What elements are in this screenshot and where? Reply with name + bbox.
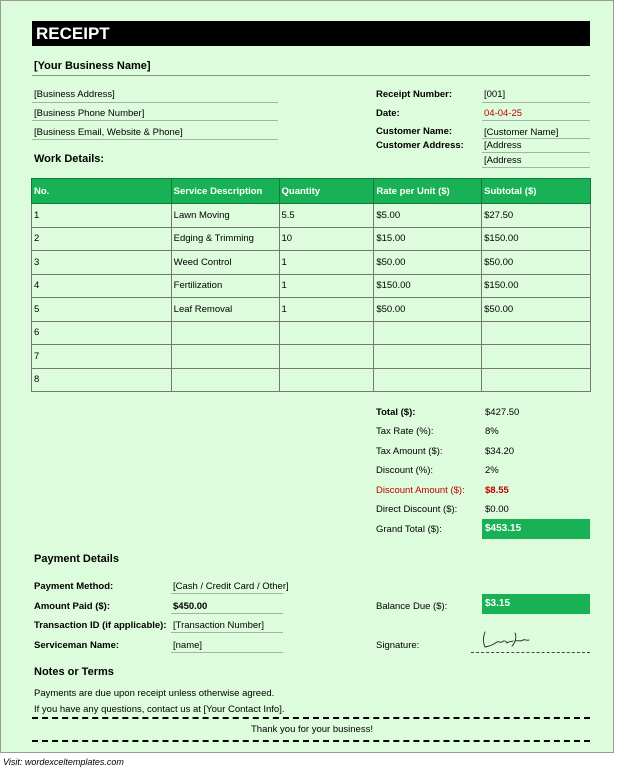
serviceman-name-value: [name] (173, 640, 203, 651)
amount-paid-value: $450.00 (173, 601, 208, 612)
tax-rate-value: 8% (485, 426, 499, 437)
cell-no: 3 (32, 251, 172, 275)
table-row (32, 298, 591, 322)
col-header-no: No. (32, 179, 172, 204)
divider (171, 652, 283, 653)
cell-quantity (279, 368, 374, 392)
cell-subtotal (482, 368, 591, 392)
cell-quantity (279, 345, 374, 369)
cell-subtotal: $150.00 (482, 274, 591, 298)
date-label: Date: (376, 108, 400, 119)
col-header-quantity: Quantity (279, 179, 374, 204)
cell-quantity: 1 (279, 298, 374, 322)
cell-subtotal (482, 345, 591, 369)
customer-address-line2: [Address (484, 155, 522, 166)
payment-method-label: Payment Method: (34, 581, 114, 592)
cell-no: 2 (32, 227, 172, 251)
divider (32, 139, 278, 140)
discount-amount-value: $8.55 (485, 485, 509, 496)
cell-no: 5 (32, 298, 172, 322)
customer-address-line1: [Address (484, 140, 522, 151)
divider (32, 120, 278, 121)
cell-subtotal: $50.00 (482, 251, 591, 275)
cell-description (171, 345, 279, 369)
discount-amount-label: Discount Amount ($): (376, 485, 465, 496)
transaction-id-value: [Transaction Number] (173, 620, 264, 631)
notes-line-1: Payments are due upon receipt unless otherwise agreed. (34, 688, 275, 699)
cell-quantity: 5.5 (279, 204, 374, 228)
business-email: [Business Email, Website & Phone] (34, 127, 183, 138)
cell-rate (374, 345, 482, 369)
cell-rate: $15.00 (374, 227, 482, 251)
col-header-subtotal: Subtotal ($) (482, 179, 591, 204)
notes-heading: Notes or Terms (34, 666, 114, 678)
tax-rate-label: Tax Rate (%): (376, 426, 434, 437)
direct-discount-value: $0.00 (485, 504, 509, 515)
divider (171, 632, 283, 633)
table-header-row (32, 179, 591, 204)
balance-due-value: $3.15 (482, 594, 590, 614)
business-name: [Your Business Name] (34, 60, 151, 72)
grand-total-label: Grand Total ($): (376, 524, 442, 535)
cell-description (171, 368, 279, 392)
total-value: $427.50 (485, 407, 520, 418)
divider (32, 75, 590, 76)
cell-no: 1 (32, 204, 172, 228)
work-details-heading: Work Details: (34, 153, 105, 165)
customer-name-value: [Customer Name] (484, 127, 559, 138)
divider (32, 740, 590, 742)
cell-no: 8 (32, 368, 172, 392)
tax-amount-value: $34.20 (485, 446, 515, 457)
serviceman-name-label: Serviceman Name: (34, 640, 120, 651)
tax-amount-label: Tax Amount ($): (376, 446, 443, 457)
signature-line (471, 652, 590, 653)
cell-description: Weed Control (171, 251, 279, 275)
divider (171, 593, 283, 594)
receipt-number-value: [001] (484, 89, 506, 100)
divider (482, 120, 590, 121)
amount-paid-label: Amount Paid ($): (34, 601, 110, 612)
cell-rate (374, 321, 482, 345)
business-address: [Business Address] (34, 89, 115, 100)
cell-subtotal: $150.00 (482, 227, 591, 251)
cell-description: Lawn Moving (171, 204, 279, 228)
table-row (32, 204, 591, 228)
cell-no: 6 (32, 321, 172, 345)
customer-name-label: Customer Name: (376, 126, 453, 137)
col-header-description: Service Description (171, 179, 279, 204)
business-phone: [Business Phone Number] (34, 108, 145, 119)
cell-quantity: 1 (279, 274, 374, 298)
divider (482, 152, 590, 153)
cell-quantity (279, 321, 374, 345)
divider (482, 102, 590, 103)
receipt-number-label: Receipt Number: (376, 89, 453, 100)
thanks-message: Thank you for your business! (251, 724, 373, 735)
grand-total-value: $453.15 (482, 519, 590, 539)
cell-description: Edging & Trimming (171, 227, 279, 251)
cell-description (171, 321, 279, 345)
work-details-table (31, 178, 591, 392)
cell-quantity: 1 (279, 251, 374, 275)
notes-line-2: If you have any questions, contact us at [Your Contact Info]. (34, 704, 285, 715)
signature-label: Signature: (376, 640, 420, 651)
cell-subtotal: $50.00 (482, 298, 591, 322)
balance-due-label: Balance Due ($): (376, 601, 448, 612)
transaction-id-label: Transaction ID (if applicable): (34, 620, 167, 631)
divider (171, 613, 283, 614)
customer-address-label: Customer Address: (376, 140, 464, 151)
discount-value: 2% (485, 465, 499, 476)
divider (32, 102, 278, 103)
receipt-title: RECEIPT (32, 21, 590, 46)
cell-subtotal (482, 321, 591, 345)
cell-rate: $5.00 (374, 204, 482, 228)
cell-no: 4 (32, 274, 172, 298)
date-value: 04-04-25 (484, 108, 523, 119)
cell-quantity: 10 (279, 227, 374, 251)
cell-rate: $50.00 (374, 251, 482, 275)
payment-method-value: [Cash / Credit Card / Other] (173, 581, 289, 592)
table-row (32, 274, 591, 298)
cell-subtotal: $27.50 (482, 204, 591, 228)
table-row (32, 321, 591, 345)
signature-image (479, 629, 539, 651)
table-row (32, 251, 591, 275)
total-label: Total ($): (376, 407, 416, 418)
footer-link[interactable]: Visit: wordexceltemplates.com (3, 757, 124, 767)
payment-details-heading: Payment Details (34, 553, 119, 565)
divider (482, 138, 590, 139)
divider (32, 717, 590, 719)
cell-no: 7 (32, 345, 172, 369)
cell-rate: $50.00 (374, 298, 482, 322)
cell-rate: $150.00 (374, 274, 482, 298)
discount-label: Discount (%): (376, 465, 434, 476)
cell-description: Leaf Removal (171, 298, 279, 322)
cell-rate (374, 368, 482, 392)
table-row (32, 368, 591, 392)
direct-discount-label: Direct Discount ($): (376, 504, 458, 515)
divider (482, 167, 590, 168)
table-row (32, 227, 591, 251)
col-header-rate: Rate per Unit ($) (374, 179, 482, 204)
cell-description: Fertilization (171, 274, 279, 298)
table-row (32, 345, 591, 369)
